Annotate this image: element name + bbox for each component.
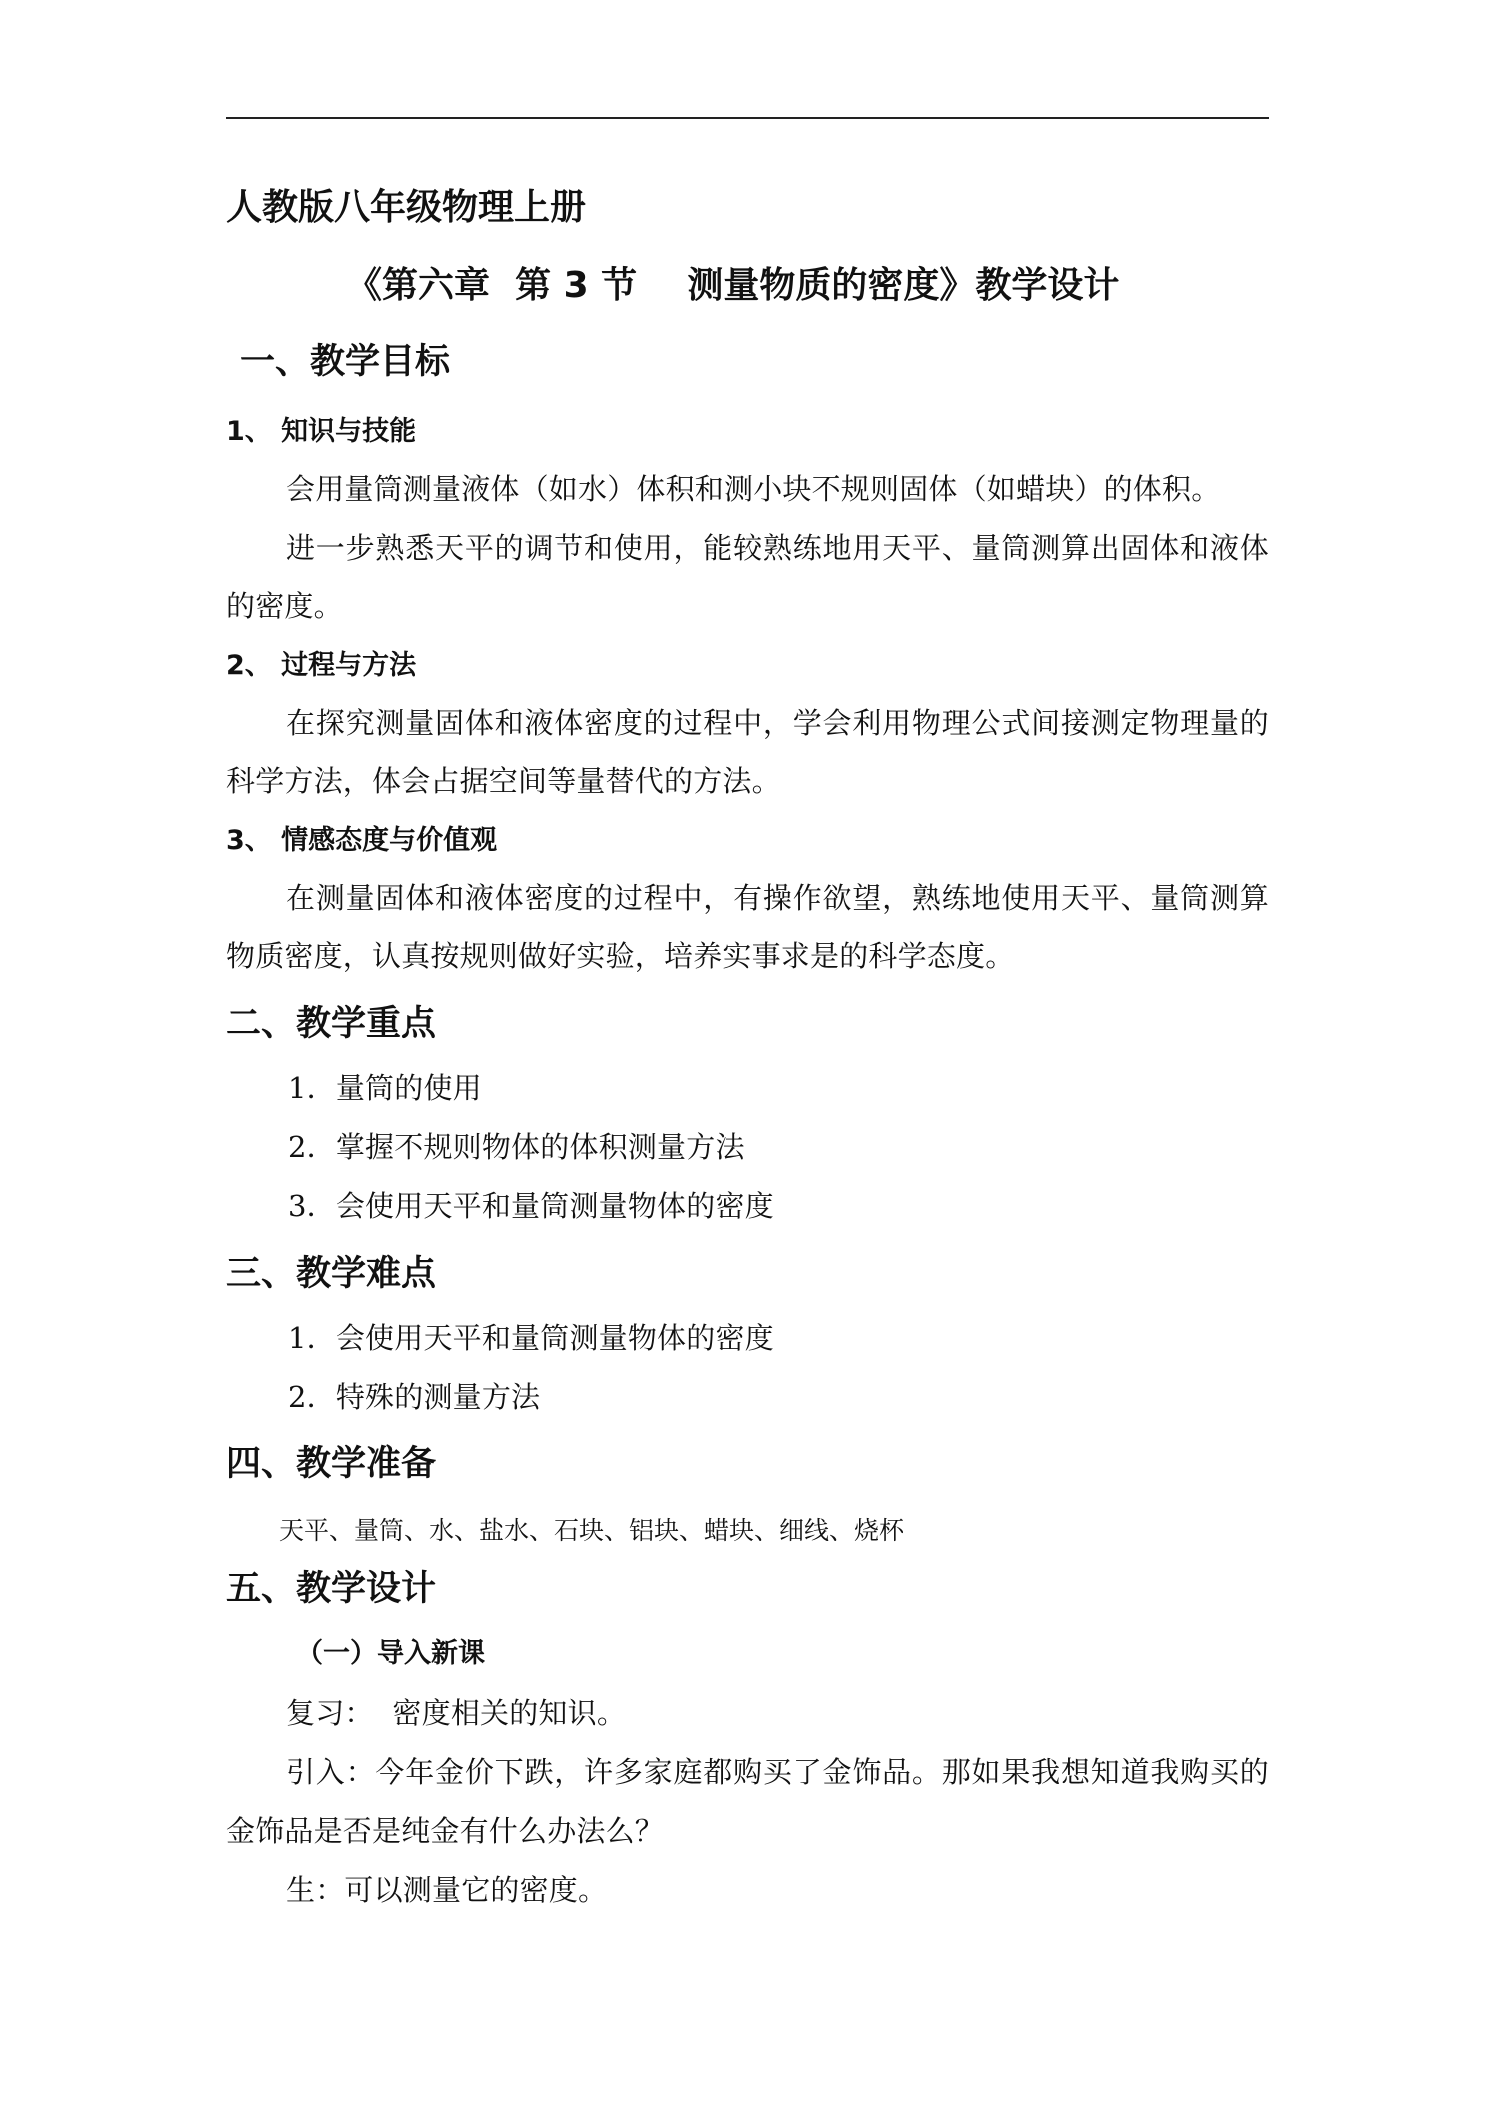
paragraph-review: 复习： 密度相关的知识。 [286, 1696, 627, 1730]
preparation-materials: 天平、量筒、水、盐水、石块、铝块、蜡块、细线、烧杯 [279, 1516, 905, 1545]
paragraph-process-line2: 科学方法，体会占据空间等量替代的方法。 [226, 764, 781, 798]
header-rule [226, 117, 1269, 119]
paragraph-student-answer: 生：可以测量它的密度。 [286, 1873, 608, 1907]
subheading-introduction: （一）导入新课 [296, 1638, 485, 1669]
paragraph-intro-line2: 金饰品是否是纯金有什么办法么？ [226, 1814, 665, 1848]
key-point-item-2: 2．掌握不规则物体的体积测量方法 [288, 1130, 745, 1164]
subheading-knowledge-skills: 1、 知识与技能 [226, 416, 417, 447]
document-title-line2: 《第六章 第 3 节 测量物质的密度》教学设计 [346, 265, 1120, 306]
paragraph-knowledge-2-line2: 的密度。 [226, 589, 343, 623]
paragraph-attitude-line2: 物质密度，认真按规则做好实验，培养实事求是的科学态度。 [226, 939, 1015, 973]
paragraph-attitude-line1: 在测量固体和液体密度的过程中，有操作欲望，熟练地使用天平、量筒测算 [286, 881, 1269, 915]
section-heading-preparation: 四、教学准备 [226, 1444, 437, 1484]
subheading-attitude-values: 3、 情感态度与价值观 [226, 825, 498, 856]
paragraph-intro-line1: 引入：今年金价下跌，许多家庭都购买了金饰品。那如果我想知道我购买的 [286, 1755, 1269, 1789]
key-point-item-1: 1．量筒的使用 [288, 1071, 482, 1105]
key-point-item-3: 3．会使用天平和量筒测量物体的密度 [288, 1189, 774, 1223]
section-heading-key-points: 二、教学重点 [226, 1004, 437, 1044]
difficulty-item-1: 1．会使用天平和量筒测量物体的密度 [288, 1321, 774, 1355]
document-title-line1: 人教版八年级物理上册 [226, 187, 587, 228]
section-heading-objectives: 一、教学目标 [240, 342, 451, 382]
paragraph-knowledge-2-line1: 进一步熟悉天平的调节和使用，能较熟练地用天平、量筒测算出固体和液体 [286, 531, 1269, 565]
paragraph-process-line1: 在探究测量固体和液体密度的过程中，学会利用物理公式间接测定物理量的 [286, 706, 1269, 740]
subheading-process-method: 2、 过程与方法 [226, 650, 417, 681]
difficulty-item-2: 2．特殊的测量方法 [288, 1380, 541, 1414]
paragraph-knowledge-1: 会用量筒测量液体（如水）体积和测小块不规则固体（如蜡块）的体积。 [286, 472, 1221, 506]
section-heading-difficulties: 三、教学难点 [226, 1254, 437, 1294]
section-heading-design: 五、教学设计 [226, 1569, 437, 1609]
